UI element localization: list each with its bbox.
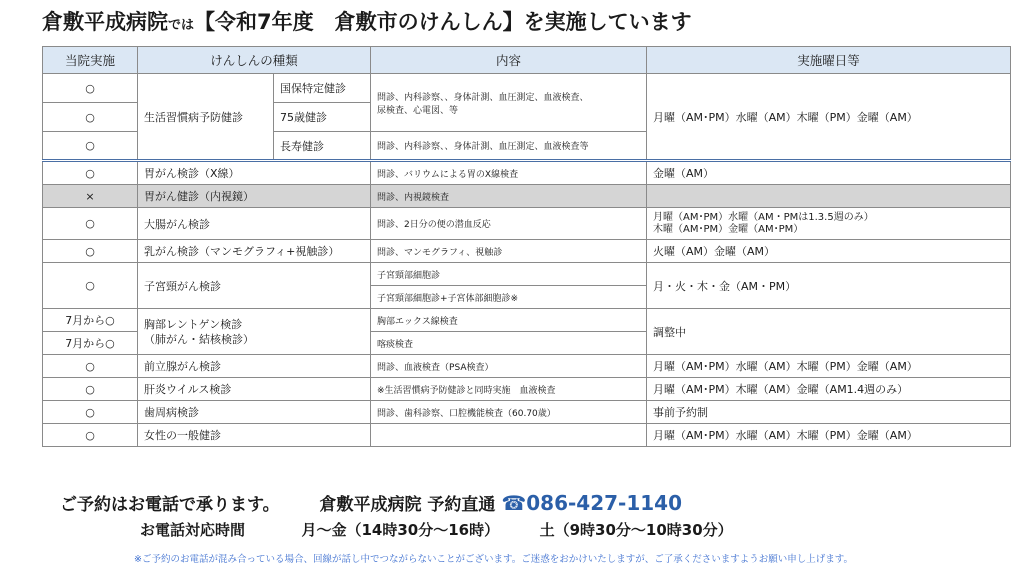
content-cell: 胸部エックス線検査 [371, 309, 647, 332]
mark-cell: 7月から○ [43, 332, 138, 355]
mark-cell: ○ [43, 208, 138, 240]
table-row [43, 309, 1011, 332]
content-cell: 喀痰検査 [371, 332, 647, 355]
content-line: 尿検査、心電図、等 [377, 105, 459, 116]
content-line: 問診、内科診察、、身体計測、血圧測定、血液検査、 [377, 92, 589, 103]
content-cell: 問診、内科診察、、身体計測、血圧測定、血液検査等 [371, 132, 647, 161]
type-line: 胸部レントゲン検診 [144, 317, 243, 331]
content-cell [371, 424, 647, 447]
reservation-line [60, 490, 682, 515]
header-content: 内容 [371, 47, 647, 74]
mark-cell: ○ [43, 103, 138, 132]
header-implemented: 当院実施 [43, 47, 138, 74]
hours-weekday: 月～金（14時30分～16時） [301, 521, 500, 539]
hours-line [140, 519, 733, 540]
table-row [43, 74, 1011, 103]
sub-type-cell: 長寿健診 [274, 132, 371, 161]
type-cell [138, 309, 371, 355]
footer-hospital: 倉敷平成病院 [319, 495, 422, 515]
table-row [43, 208, 1011, 240]
content-cell: 問診、マンモグラフィ、視触診 [371, 240, 647, 263]
schedule-cell: 月曜（AM･PM）水曜（AM）木曜（PM）金曜（AM） [647, 424, 1011, 447]
footer-direct: 予約直通 [427, 495, 496, 515]
hours-label: お電話対応時間 [140, 521, 246, 539]
table-row [43, 161, 1011, 185]
busy-line-note: ※ご予約のお電話が混み合っている場合、回線が話し中でつながらないことがございます。ご迷惑をおかけいたしますが、ご了承くださいますようお願い申し上げます。 [134, 554, 853, 565]
content-cell: ※生活習慣病予防健診と同時実施 血液検査 [371, 378, 647, 401]
mark-cell: ○ [43, 240, 138, 263]
schedule-cell: 事前予約制 [647, 401, 1011, 424]
page-title [42, 6, 692, 36]
header-type: けんしんの種類 [138, 47, 371, 74]
mark-cell: 7月から○ [43, 309, 138, 332]
header-schedule: 実施曜日等 [647, 47, 1011, 74]
title-dewa: では [168, 18, 195, 33]
schedule-cell: 月曜（AM･PM）水曜（AM）木曜（PM）金曜（AM） [647, 74, 1011, 161]
table-row [43, 185, 1011, 208]
type-line: （肺がん・結核検診） [144, 332, 254, 346]
schedule-cell: 月・火・木・金（AM・PM） [647, 263, 1011, 309]
mark-cell: ○ [43, 132, 138, 161]
category-lifestyle: 生活習慣病予防健診 [138, 74, 274, 161]
mark-cell: ○ [43, 355, 138, 378]
content-cell: 子宮頸部細胞診 [371, 263, 647, 286]
type-cell: 胃がん健診（内視鏡） [138, 185, 371, 208]
type-cell: 胃がん検診（X線） [138, 161, 371, 185]
mark-cell: ○ [43, 263, 138, 309]
mark-cell: × [43, 185, 138, 208]
mark-cell: ○ [43, 378, 138, 401]
table-row [43, 355, 1011, 378]
schedule-cell [647, 185, 1011, 208]
content-cell [371, 74, 647, 132]
schedule-cell: 月曜（AM･PM）水曜（AM）木曜（PM）金曜（AM） [647, 355, 1011, 378]
type-cell: 肝炎ウイルス検診 [138, 378, 371, 401]
schedule-cell [647, 208, 1011, 240]
schedule-cell: 金曜（AM） [647, 161, 1011, 185]
schedule-line: 木曜（AM･PM）金曜（AM･PM） [653, 223, 804, 235]
mark-cell: ○ [43, 161, 138, 185]
title-hospital: 倉敷平成病院 [42, 10, 168, 34]
content-cell: 問診、バリウムによる胃のX線検査 [371, 161, 647, 185]
reservation-text: ご予約はお電話で承ります。 [60, 495, 280, 515]
schedule-cell: 火曜（AM）金曜（AM） [647, 240, 1011, 263]
phone-number[interactable]: ☎086-427-1140 [501, 491, 683, 515]
type-cell: 歯周病検診 [138, 401, 371, 424]
content-cell: 問診、歯科診察、口腔機能検査（60.70歳） [371, 401, 647, 424]
table-row [43, 240, 1011, 263]
content-cell: 問診、内視鏡検査 [371, 185, 647, 208]
type-cell: 子宮頸がん検診 [138, 263, 371, 309]
schedule-line: 月曜（AM･PM）水曜（AM・PMは1.3.5週のみ） [653, 211, 874, 223]
mark-cell: ○ [43, 401, 138, 424]
content-cell: 問診、2日分の便の潜血反応 [371, 208, 647, 240]
table-header-row [43, 47, 1011, 74]
mark-cell: ○ [43, 74, 138, 103]
schedule-cell: 月曜（AM･PM）木曜（AM）金曜（AM1.4週のみ） [647, 378, 1011, 401]
table-row [43, 263, 1011, 286]
mark-cell: ○ [43, 424, 138, 447]
type-cell: 大腸がん検診 [138, 208, 371, 240]
content-cell: 子宮頸部細胞診+子宮体部細胞診※ [371, 286, 647, 309]
type-cell: 女性の一般健診 [138, 424, 371, 447]
content-cell: 問診、血液検査（PSA検査） [371, 355, 647, 378]
sub-type-cell: 75歳健診 [274, 103, 371, 132]
type-cell: 乳がん検診（マンモグラフィ+視触診） [138, 240, 371, 263]
table-row [43, 424, 1011, 447]
schedule-cell: 調整中 [647, 309, 1011, 355]
table-row [43, 378, 1011, 401]
screening-table [42, 46, 1011, 447]
sub-type-cell: 国保特定健診 [274, 74, 371, 103]
title-main: 【令和7年度 倉敷市のけんしん】を実施しています [194, 10, 692, 34]
table-row [43, 401, 1011, 424]
type-cell: 前立腺がん検診 [138, 355, 371, 378]
hours-saturday: 土（9時30分～10時30分） [539, 521, 733, 539]
